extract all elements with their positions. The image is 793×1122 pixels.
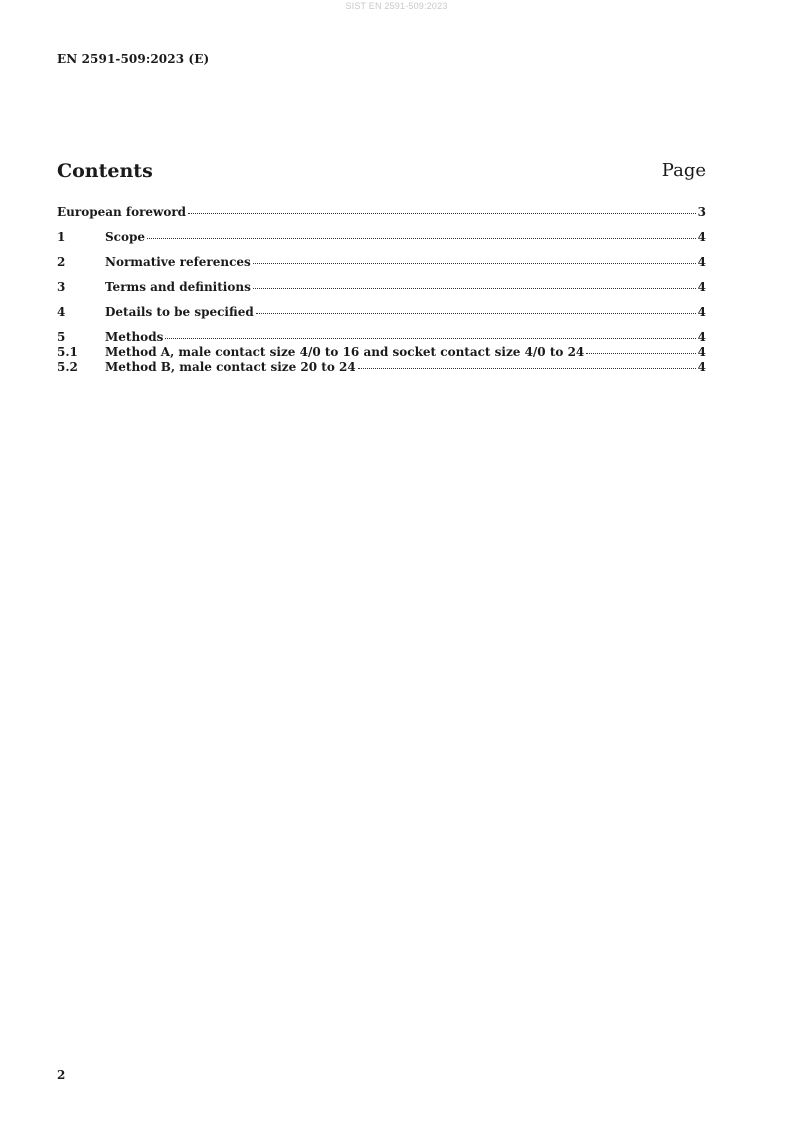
- toc-entry-text: Method B, male contact size 20 to 24: [105, 360, 356, 374]
- contents-title: Contents: [57, 160, 153, 182]
- toc-entry-text: Methods: [105, 330, 164, 344]
- toc-entry-page: 4: [697, 360, 706, 374]
- toc-entry-text: Normative references: [105, 255, 251, 269]
- toc-entry-number: 3: [57, 280, 66, 294]
- toc-entry-details-specified[interactable]: [57, 305, 706, 320]
- document-identifier: EN 2591-509:2023 (E): [57, 52, 210, 66]
- toc-entry-number: 5: [57, 330, 66, 344]
- toc-entry-page: 4: [697, 330, 706, 344]
- toc-entry-terms-definitions[interactable]: [57, 280, 706, 295]
- contents-header: [57, 160, 706, 186]
- toc-entry-normative-references[interactable]: [57, 255, 706, 270]
- toc-entry-method-b[interactable]: [57, 360, 706, 375]
- toc-entry-page: 4: [697, 255, 706, 269]
- toc-entry-page: 3: [697, 205, 706, 219]
- toc-entry-number: 2: [57, 255, 66, 269]
- toc-entry-number: 5.1: [57, 345, 78, 359]
- page-column-label: Page: [661, 160, 706, 181]
- toc-entry-text: Scope: [105, 230, 146, 244]
- toc-entry-scope[interactable]: [57, 230, 706, 245]
- toc-entry-text: Details to be specified: [105, 305, 254, 319]
- watermark: SIST EN 2591-509:2023: [345, 1, 448, 11]
- toc-leader-dots: [358, 358, 696, 369]
- toc-entry-number: 4: [57, 305, 66, 319]
- toc-leader-dots: [188, 203, 696, 214]
- toc-leader-dots: [165, 328, 695, 339]
- toc-entry-page: 4: [697, 280, 706, 294]
- toc-entry-text: Terms and definitions: [105, 280, 251, 294]
- toc-leader-dots: [253, 253, 696, 264]
- toc-leader-dots: [256, 303, 696, 314]
- toc-entry-foreword[interactable]: [57, 205, 706, 220]
- toc-entry-text: European foreword: [57, 205, 187, 219]
- toc-entry-page: 4: [697, 230, 706, 244]
- toc-leader-dots: [586, 343, 695, 354]
- toc-entry-page: 4: [697, 345, 706, 359]
- toc-entry-number: 5.2: [57, 360, 78, 374]
- toc-entry-page: 4: [697, 305, 706, 319]
- toc-leader-dots: [253, 278, 696, 289]
- toc-entry-text: Method A, male contact size 4/0 to 16 and socket contact size 4/0 to 24: [105, 345, 585, 359]
- table-of-contents: [57, 205, 706, 375]
- toc-entry-number: 1: [57, 230, 66, 244]
- page-number: 2: [57, 1068, 66, 1082]
- toc-leader-dots: [147, 228, 696, 239]
